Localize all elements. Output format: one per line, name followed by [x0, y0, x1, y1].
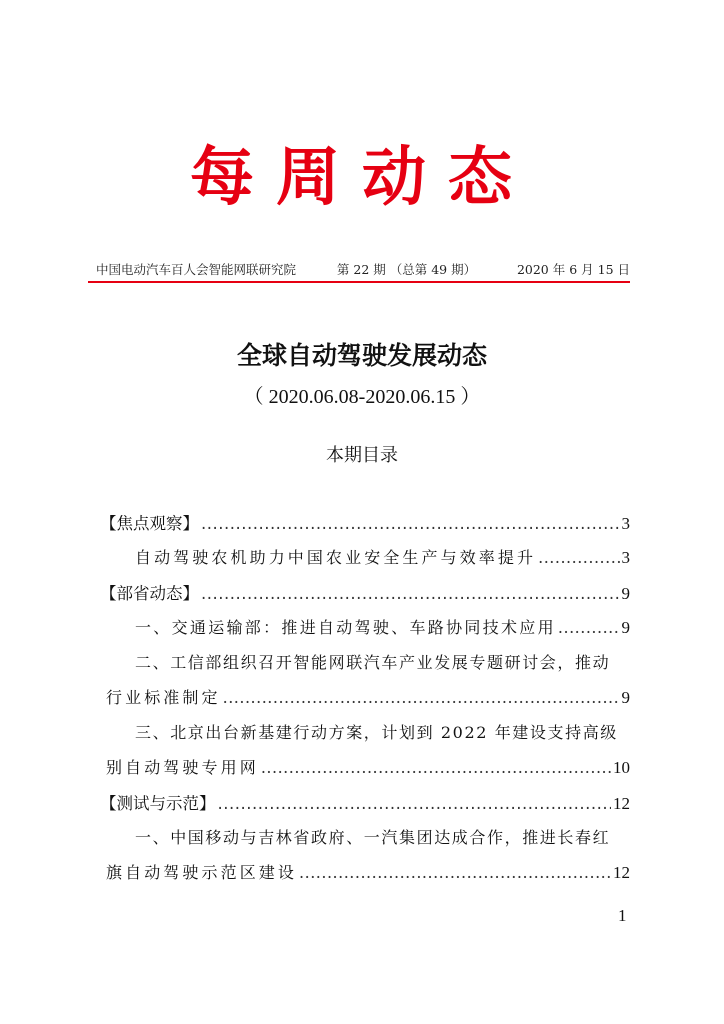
toc-page-number: 9 — [621, 584, 630, 603]
issue-date: 2020 年 6 月 15 日 — [516, 262, 630, 277]
footer-page-number: 1 — [618, 906, 627, 925]
toc-item-label-line1: 二、工信部组织召开智能网联汽车产业发展专题研讨会，推动 — [135, 653, 611, 672]
toc-heading: 本期目录 — [326, 445, 398, 466]
toc-leader-dots — [261, 758, 611, 777]
toc-section-focus[interactable] — [100, 510, 630, 545]
toc-leader-dots — [223, 688, 620, 707]
toc-page-number: 9 — [621, 618, 630, 637]
toc-item-label-line2: 旗自动驾驶示范区建设 — [106, 863, 298, 882]
red-divider — [88, 281, 630, 283]
toc-section-label: 【部省动态】 — [100, 584, 199, 603]
toc-item[interactable] — [100, 825, 630, 895]
toc-leader-dots — [558, 618, 620, 637]
toc-item[interactable] — [100, 615, 630, 650]
toc-item-label-line1: 三、北京出台新基建行动方案，计划到 2022 年建设支持高级 — [135, 723, 618, 742]
toc-item-label-line1: 一、中国移动与吉林省政府、一汽集团达成合作，推进长春红 — [135, 828, 611, 847]
toc-leader-dots — [201, 584, 620, 603]
toc-page-number: 10 — [613, 758, 630, 777]
masthead-title: 每周动态 — [190, 140, 534, 215]
toc-item-label: 一、交通运输部：推进自动驾驶、车路协同技术应用 — [135, 618, 556, 637]
organization-name: 中国电动汽车百人会智能网联研究院 — [96, 262, 297, 277]
issue-bar — [96, 260, 630, 278]
toc-section-testing[interactable] — [100, 790, 630, 825]
toc-page-number: 3 — [621, 514, 630, 533]
toc-leader-dots — [218, 794, 612, 813]
date-range: （ 2020.06.08-2020.06.15 ） — [243, 386, 481, 408]
toc-section-label: 【测试与示范】 — [100, 794, 216, 813]
toc-section-label: 【焦点观察】 — [100, 514, 199, 533]
toc-item[interactable] — [100, 650, 630, 720]
toc-item[interactable] — [100, 720, 630, 790]
toc-page-number: 12 — [613, 863, 630, 882]
toc-page-number: 3 — [621, 548, 630, 567]
toc-item[interactable] — [100, 545, 630, 580]
table-of-contents — [100, 510, 630, 895]
toc-leader-dots — [538, 548, 619, 567]
toc-page-number: 12 — [613, 794, 630, 813]
toc-item-label-line2: 别自动驾驶专用网 — [106, 758, 259, 777]
document-title: 全球自动驾驶发展动态 — [236, 341, 487, 370]
toc-item-label-line2: 行业标准制定 — [106, 688, 221, 707]
toc-section-ministry[interactable] — [100, 580, 630, 615]
issue-number: 第 22 期 （总第 49 期） — [336, 262, 477, 277]
toc-page-number: 9 — [621, 688, 630, 707]
toc-item-label: 自动驾驶农机助力中国农业安全生产与效率提升 — [135, 548, 537, 567]
toc-leader-dots — [201, 514, 620, 533]
toc-leader-dots — [299, 863, 611, 882]
